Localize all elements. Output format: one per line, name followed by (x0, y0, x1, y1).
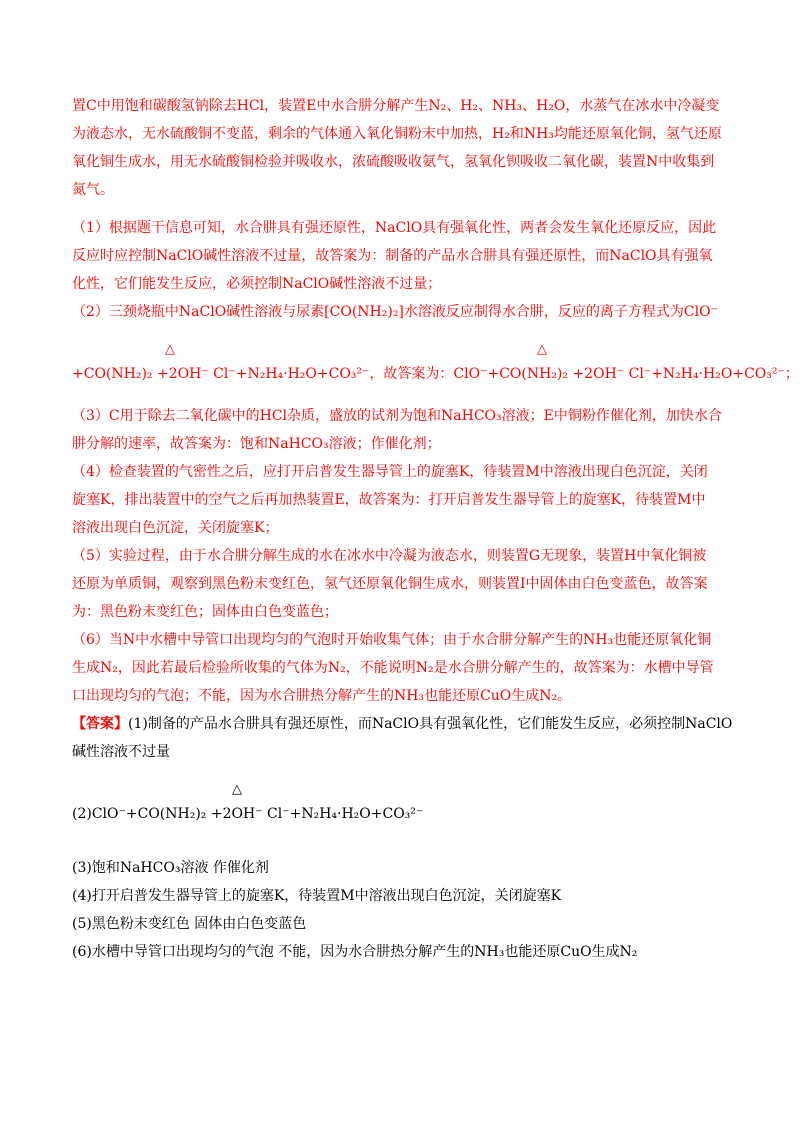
text-line: 溶液出现白色沉淀，关闭旋塞K； (72, 520, 279, 536)
equation-text: +CO(NH₂)₂ +2OH⁻ Cl⁻+N₂H₄·H₂O+CO₃²⁻，故答案为：ClO⁻+CO(NH₂)₂ +2OH⁻ Cl⁻+N₂H₄·H₂O+CO₃²⁻； (72, 366, 799, 382)
text-line: 肼分解的速率，故答案为：饱和NaHCO₃溶液；作催化剂； (72, 436, 441, 452)
text-line: 为：黑色粉末变红色；固体由白色变蓝色； (72, 604, 338, 620)
text-line: 置C中用饱和碳酸氢钠除去HCl，装置E中水合肼分解产生N₂、H₂、NH₃、H₂O，水蒸气在冰水中冷凝变 (72, 98, 720, 114)
text-line: （5）实验过程，由于水合肼分解生成的水在冰水中冷凝为液态水，则装置G无现象，装置H中氧化铜被 (72, 548, 707, 564)
answer-equation (72, 776, 732, 832)
heat-arrow: △ (537, 342, 547, 357)
part-1-paragraph (72, 214, 732, 298)
part-4-paragraph (72, 458, 732, 542)
text-line: （4）检查装置的气密性之后，应打开启普发生器导管上的旋塞K，待装置M中溶液出现白色沉淀，关闭 (72, 464, 708, 480)
part-2-paragraph (72, 298, 799, 392)
answer-section (72, 710, 732, 966)
text-line: （6）当N中水槽中导管口出现均匀的气泡时开始收集气体；由于水合肼分解产生的NH₃也能还原氧化铜 (72, 632, 712, 648)
answer-line-1: 【答案】(1)制备的产品水合肼具有强还原性，而NaClO具有强氧化性，它们能发生反应，必须控制NaClO (72, 716, 733, 732)
text-line: 氮气。 (72, 182, 114, 198)
text-line: 反应时应控制NaClO碱性溶液不过量，故答案为：制备的产品水合肼具有强还原性，而NaClO具有强氧 (72, 248, 713, 264)
ionic-equation (72, 336, 799, 392)
answer-line-3: (3)饱和NaHCO₃溶液 作催化剂 (72, 860, 269, 876)
equation-text: (2)ClO⁻+CO(NH₂)₂ +2OH⁻ Cl⁻+N₂H₄·H₂O+CO₃²⁻ (72, 806, 424, 822)
part-5-paragraph (72, 542, 732, 626)
text-line: 生成N₂，因此若最后检验所收集的气体为N₂，不能说明N₂是水合肼分解产生的，故答案为：水槽中导管 (72, 660, 714, 676)
text-line: 还原为单质铜，观察到黑色粉末变红色，氢气还原氧化铜生成水，则装置I中固体由白色变蓝色，故答案 (72, 576, 708, 592)
answer-line-5: (5)黑色粉末变红色 固体由白色变蓝色 (72, 916, 307, 932)
answer-line-6: (6)水槽中导管口出现均匀的气泡 不能，因为水合肼热分解产生的NH₃也能还原CuO生成N₂ (72, 944, 638, 960)
answer-line-1-cont: 碱性溶液不过量 (72, 744, 170, 760)
answer-line-4: (4)打开启普发生器导管上的旋塞K，待装置M中溶液出现白色沉淀，关闭旋塞K (72, 888, 562, 904)
document-page (72, 92, 799, 966)
text-line: （3）C用于除去二氧化碳中的HCl杂质，盛放的试剂为饱和NaHCO₃溶液；E中铜粉作催化剂，加快水合 (72, 408, 722, 424)
heat-arrow: △ (165, 342, 175, 357)
text-line: 为液态水，无水硫酸铜不变蓝，剩余的气体通入氧化铜粉末中加热，H₂和NH₃均能还原氧化铜，氢气还原 (72, 126, 722, 142)
intro-paragraph (72, 92, 732, 204)
heat-arrow: △ (232, 782, 242, 797)
part-6-paragraph (72, 626, 732, 710)
text-line: （2）三颈烧瓶中NaClO碱性溶液与尿素[CO(NH₂)₂]水溶液反应制得水合肼，反应的离子方程式为ClO⁻ (72, 304, 718, 320)
text-line: 化性，它们能发生反应，必须控制NaClO碱性溶液不过量； (72, 276, 442, 292)
answer-tag: 【答案】 (72, 716, 128, 732)
text-line: （1）根据题干信息可知，水合肼具有强还原性，NaClO具有强氧化性，两者会发生氧化还原反应，因此 (72, 220, 717, 236)
text-line: 口出现均匀的气泡；不能，因为水合肼热分解产生的NH₃也能还原CuO生成N₂。 (72, 688, 572, 704)
part-3-paragraph (72, 402, 732, 458)
text-line: 旋塞K，排出装置中的空气之后再加热装置E，故答案为：打开启普发生器导管上的旋塞K，待装置M中 (72, 492, 706, 508)
text-line: 氧化铜生成水，用无水硫酸铜检验并吸收水，浓硫酸吸收氨气，氢氧化钡吸收二氧化碳，装置N中收集到 (72, 154, 715, 170)
